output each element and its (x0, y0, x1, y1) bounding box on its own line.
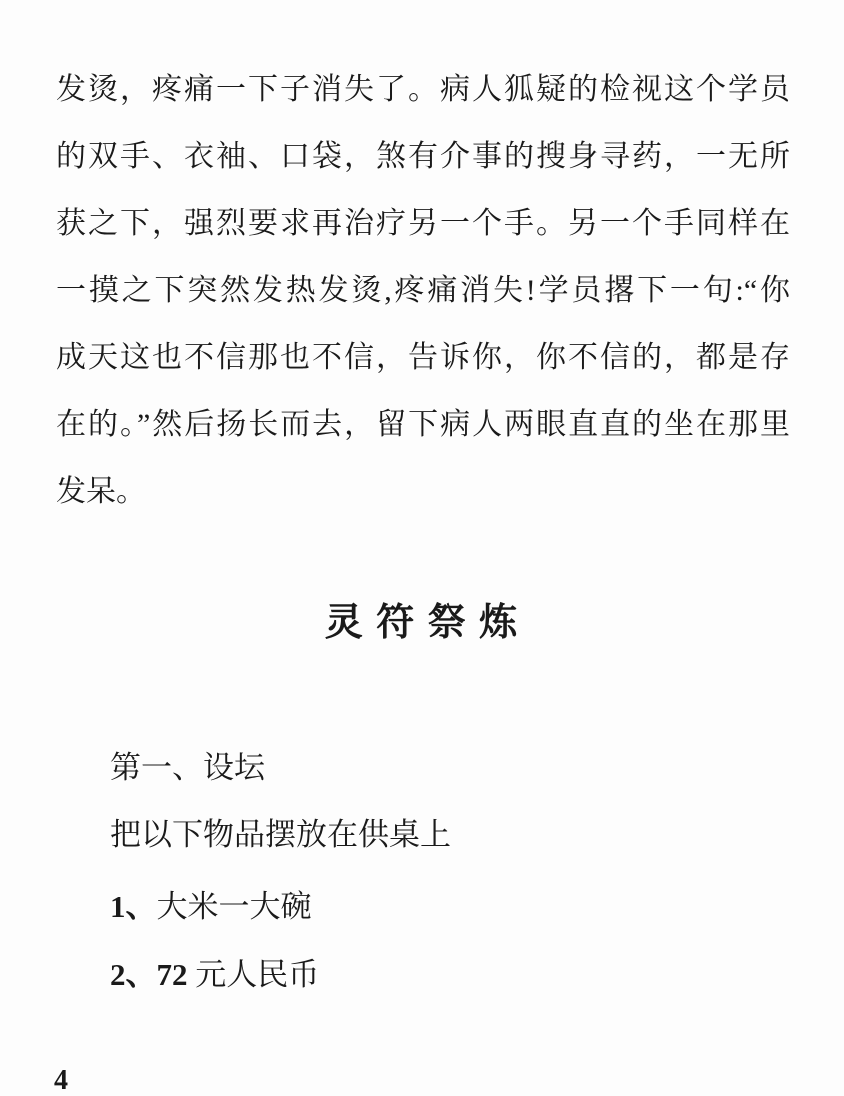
section-subtitle: 第一、设坛 (110, 750, 265, 785)
item-text: 大米一大碗 (156, 889, 312, 924)
paragraph-line-1: 发烫，疼痛一下子消失了。病人狐疑的检视这个学员 (56, 73, 790, 106)
paragraph-line-6: 在的。”然后扬长而去，留下病人两眼直直的坐在那里 (56, 408, 790, 441)
paragraph-line-3: 获之下，强烈要求再治疗另一个手。另一个手同样在 (56, 207, 790, 240)
item-text: 元人民币 (195, 957, 320, 992)
list-item (110, 956, 319, 994)
paragraph-line-5: 成天这也不信那也不信，告诉你，你不信的，都是存 (56, 341, 790, 374)
chapter-heading: 灵 符 祭 炼 (324, 602, 520, 644)
section-intro: 把以下物品摆放在供桌上 (110, 817, 451, 852)
item-number: 1、 (110, 889, 157, 924)
paragraph-line-4: 一摸之下突然发热发烫,疼痛消失!学员撂下一句:“你 (56, 274, 790, 307)
page-number: 4 (54, 1065, 68, 1096)
item-bold-value: 72 (156, 957, 196, 992)
item-number: 2、 (110, 957, 157, 992)
list-item (110, 888, 312, 926)
paragraph-line-2: 的双手、衣袖、口袋，煞有介事的搜身寻药，一无所 (56, 140, 790, 173)
paragraph-line-7: 发呆。 (56, 475, 146, 508)
body-paragraph (56, 56, 790, 525)
